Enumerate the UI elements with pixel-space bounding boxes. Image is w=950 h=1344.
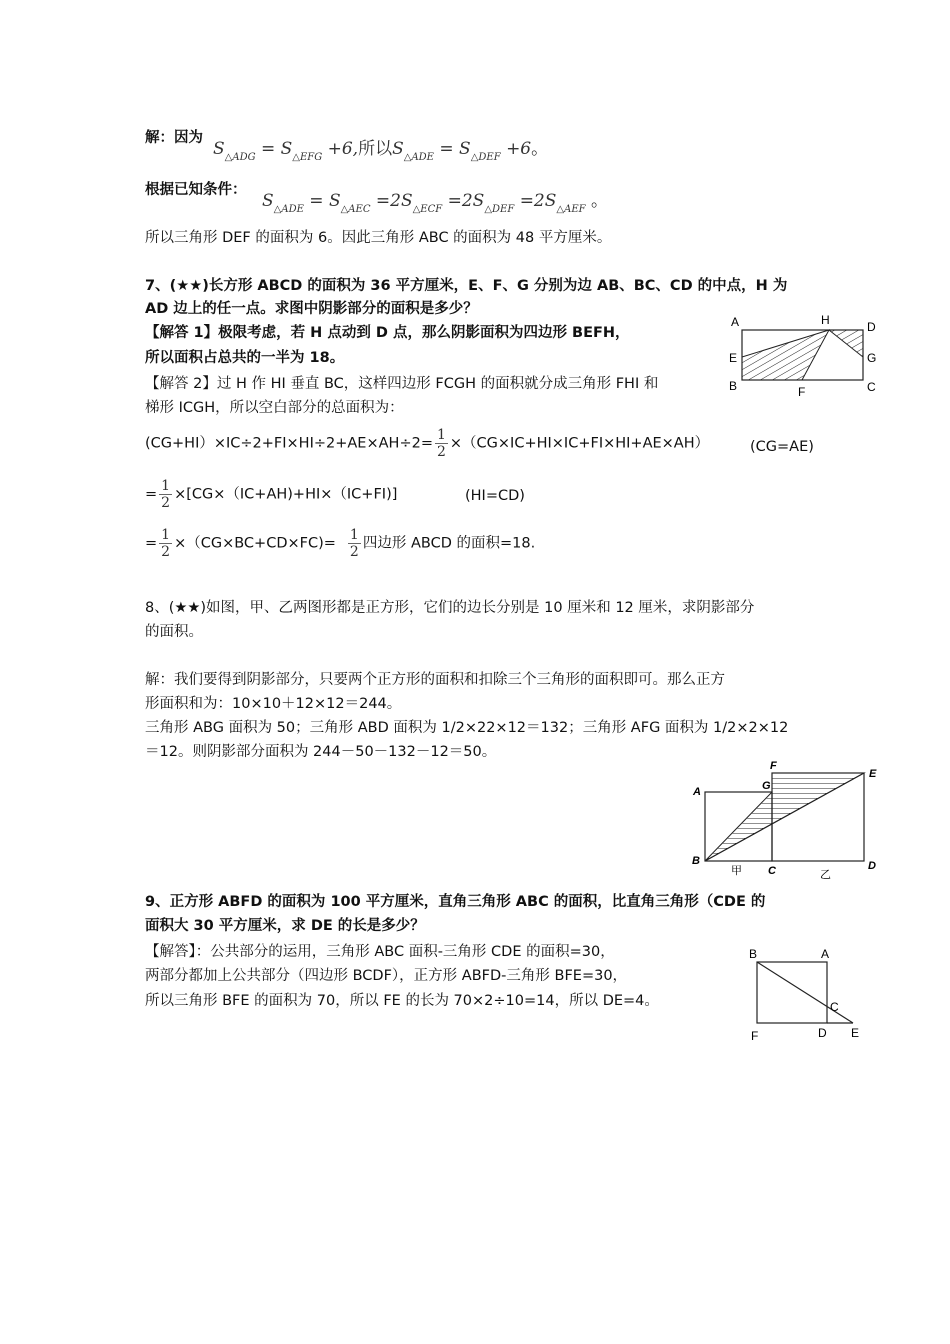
- label-d: D: [867, 320, 876, 334]
- p8-solution-line2: 形面积和为：10×10＋12×12＝244。: [145, 696, 402, 712]
- p7-rectangle-figure: [725, 310, 885, 400]
- p7-formula-2-note: (HI=CD): [465, 488, 525, 504]
- p9-statement-line2: 面积大 30 平方厘米，求 DE 的长是多少？: [145, 918, 425, 934]
- p8-solution-line4: ＝12。则阴影部分面积为 244－50－132－12＝50。: [145, 744, 497, 760]
- condition-label: 根据已知条件：: [145, 182, 247, 198]
- p7-statement-line2: AD 边上的任一点。求图中阴影部分的面积是多少？: [145, 301, 478, 317]
- label-g: G: [762, 780, 771, 792]
- p9-answer-line2: 两部分都加上公共部分（四边形 BCDF），正方形 ABFD-三角形 BFE=30，: [145, 968, 628, 984]
- p7-formula-1-note: (CG=AE): [750, 439, 814, 455]
- p7-formula-1: (CG+HI）×IC÷2+FI×HI÷2+AE×AH÷2= $\frac{1}{2}$ ×（CG×IC+HI×IC+FI×HI+AE×AH）: [145, 427, 710, 460]
- label-c: C: [830, 1000, 839, 1014]
- p8-solution-line3: 三角形 ABG 面积为 50；三角形 ABD 面积为 1/2×22×12＝132；三角形 AFG 面积为 1/2×2×12: [145, 720, 789, 736]
- label-c: C: [768, 865, 776, 877]
- label-f: F: [751, 1029, 759, 1043]
- label-yi: 乙: [820, 869, 831, 881]
- label-a: A: [693, 786, 701, 798]
- equation-2: $S_{\triangle ADE} = S_{\triangle AEC} =2S_{\triangle ECF} =2S_{\triangle DEF} =2S_{\triangle AEF}$ 。: [262, 191, 608, 215]
- p7-answer1-line2: 所以面积占总共的一半为 18。: [145, 350, 345, 366]
- label-a: A: [731, 315, 740, 329]
- half-fraction: $\frac{1}{2}$: [161, 527, 171, 560]
- label-h: H: [821, 313, 830, 327]
- p7-formula-3: = $\frac{1}{2}$ ×（CG×BC+CD×FC)= $\frac{1}{2}$ 四边形 ABCD 的面积=18.: [145, 527, 536, 560]
- p9-answer-line3: 所以三角形 BFE 的面积为 70，所以 FE 的长为 70×2÷10=14，所以 DE=4。: [145, 993, 659, 1009]
- equation-1: $S_{\triangle ADG} = S_{\triangle EFG} +6$,所以$S_{\triangle ADE} = S_{\triangle DEF} +6$。: [213, 139, 549, 163]
- label-g: G: [867, 351, 877, 365]
- label-b: B: [749, 947, 758, 961]
- label-c: C: [867, 380, 876, 394]
- label-e: E: [869, 768, 877, 780]
- p8-statement-line2: 的面积。: [145, 624, 203, 640]
- label-e: E: [851, 1026, 860, 1040]
- shaded-region-left: [742, 330, 829, 380]
- p7-answer2-line2: 梯形 ICGH，所以空白部分的总面积为：: [145, 400, 404, 416]
- p7-statement-line1: 7、(★★)长方形 ABCD 的面积为 36 平方厘米，E、F、G 分别为边 AB、BC、CD 的中点，H 为: [145, 278, 788, 294]
- shaded-region-right: [829, 330, 863, 357]
- solution-label: 解：因为: [145, 130, 203, 146]
- half-fraction: $\frac{1}{2}$: [349, 527, 359, 560]
- half-fraction: $\frac{1}{2}$: [436, 427, 446, 460]
- p9-square-figure: [740, 940, 870, 1050]
- p7-answer1-line1: 【解答 1】极限考虑，若 H 点动到 D 点，那么阴影面积为四边形 BEFH，: [145, 325, 630, 341]
- label-b: B: [729, 379, 738, 393]
- label-jia: 甲: [731, 865, 742, 877]
- label-f: F: [770, 760, 777, 772]
- label-f: F: [798, 385, 806, 399]
- p8-solution-line1: 解：我们要得到阴影部分，只要两个正方形的面积和扣除三个三角形的面积即可。那么正方: [145, 672, 725, 688]
- p6-conclusion: 所以三角形 DEF 的面积为 6。因此三角形 ABC 的面积为 48 平方厘米。: [145, 230, 612, 246]
- p7-answer2-line1: 【解答 2】过 H 作 HI 垂直 BC，这样四边形 FCGH 的面积就分成三角形 FHI 和: [145, 376, 659, 392]
- p8-squares-figure: [688, 758, 888, 883]
- p9-answer-line1: 【解答】：公共部分的运用，三角形 ABC 面积-三角形 CDE 的面积=30，: [145, 944, 615, 960]
- label-d: D: [868, 860, 876, 872]
- half-fraction: $\frac{1}{2}$: [161, 478, 171, 511]
- label-e: E: [729, 351, 738, 365]
- label-d: D: [818, 1026, 827, 1040]
- square-abfd: [757, 962, 827, 1023]
- p8-statement-line1: 8、(★★)如图，甲、乙两图形都是正方形，它们的边长分别是 10 厘米和 12 厘米，求阴影部分: [145, 600, 755, 616]
- label-a: A: [821, 947, 830, 961]
- p9-statement-line1: 9、正方形 ABFD 的面积为 100 平方厘米，直角三角形 ABC 的面积，比直角三角形（CDE 的: [145, 894, 766, 910]
- label-b: B: [692, 855, 700, 867]
- p7-formula-2: = $\frac{1}{2}$ ×[CG×（IC+AH)+HI×（IC+FI)]: [145, 478, 398, 511]
